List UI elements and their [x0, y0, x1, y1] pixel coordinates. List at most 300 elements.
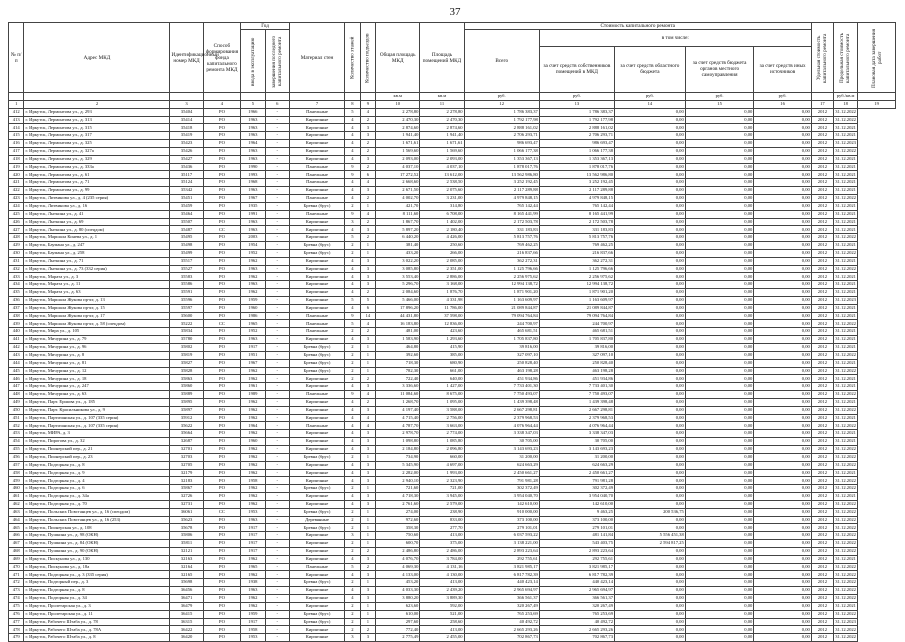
cell: 2 351,00: [420, 265, 464, 273]
cell: 3 143 693,23: [464, 445, 539, 453]
cell: г. Иркутск, Пушкина ул., д. 98 (ОКН): [24, 532, 170, 540]
cell: 2012: [811, 336, 833, 344]
table-row: [9, 132, 896, 140]
cell: 4 076 964,44: [464, 422, 539, 430]
cell: 0,00: [615, 336, 686, 344]
cell: 35780: [170, 336, 203, 344]
cell: 373 100,00: [539, 516, 614, 524]
cell: Бревна (брус): [289, 344, 344, 352]
cell: -: [265, 445, 289, 453]
cell: [858, 93, 896, 101]
cell: 31.12.2021: [833, 242, 857, 250]
cell: 258,60: [420, 618, 464, 626]
table-row: [9, 414, 896, 422]
table-row: [9, 618, 896, 626]
cell: Бревна (брус): [289, 618, 344, 626]
cell: РО: [203, 304, 241, 312]
cell: 2 256 975,62: [539, 273, 614, 281]
cell: 0,00: [685, 540, 754, 548]
cell: 0,00: [685, 445, 754, 453]
cell: 366 561,37: [539, 595, 614, 603]
cell: -: [265, 595, 289, 603]
cell: 2: [360, 375, 375, 383]
cell: [24, 93, 170, 101]
table-row: [9, 155, 896, 163]
cell: 1: [360, 516, 375, 524]
cell: 415,90: [420, 344, 464, 352]
cell: 6: [360, 171, 375, 179]
table-row: [9, 344, 896, 352]
cell: Панельные: [289, 210, 344, 218]
cell: 423,60: [420, 328, 464, 336]
cell: 31.12.2021: [833, 179, 857, 187]
cell: 477: [9, 618, 24, 626]
cell: г. Иркутск, Лыткина ул., д. 69: [24, 218, 170, 226]
cell: 1989: [241, 391, 265, 399]
cell: 32164: [170, 563, 203, 571]
table-row: [9, 430, 896, 438]
cell: 2: [345, 626, 360, 634]
cell: 3: [360, 281, 375, 289]
cell: 1962: [241, 500, 265, 508]
cell: 0,00: [615, 351, 686, 359]
cell: 2012: [811, 500, 833, 508]
cell: 2012: [811, 296, 833, 304]
table-row: [9, 383, 896, 391]
cell: 2: [345, 249, 360, 257]
cell: 0,00: [615, 249, 686, 257]
cell: 0,00: [615, 453, 686, 461]
table-row: [9, 328, 896, 336]
cell: 31.12.2022: [833, 351, 857, 359]
cell: 1: [360, 367, 375, 375]
cell: РО: [203, 532, 241, 540]
cell: 2 965 694,97: [539, 587, 614, 595]
cell: 469: [9, 555, 24, 563]
cell: 31.12.2022: [833, 320, 857, 328]
cell: 2 706 293,71: [464, 132, 539, 140]
cell: РО: [203, 445, 241, 453]
cell: Кирпичные: [289, 132, 344, 140]
cell: 438: [9, 312, 24, 320]
cell: 3 954 040,70: [539, 493, 614, 501]
cell: [289, 93, 344, 101]
cell: 1962: [241, 289, 265, 297]
cell: 9: [345, 171, 360, 179]
cell: 9: [345, 391, 360, 399]
cell: 2 278,80: [376, 108, 420, 116]
cell: -: [265, 179, 289, 187]
cell: 16 183,80: [376, 320, 420, 328]
cell: 35418: [170, 124, 203, 132]
cell: 1962: [241, 571, 265, 579]
cell: 445: [9, 367, 24, 375]
cell: 0,00: [615, 555, 686, 563]
cell: 610,00: [376, 610, 420, 618]
cell: [265, 93, 289, 101]
cell: 4: [360, 391, 375, 399]
cell: 3 663,00: [420, 422, 464, 430]
cell: 2012: [811, 493, 833, 501]
cell: 3: [360, 187, 375, 195]
cell: 0,00: [615, 202, 686, 210]
cell: 0,00: [685, 634, 754, 642]
cell: 0,00: [754, 540, 812, 548]
cell: 0,00: [754, 602, 812, 610]
cell: 1: [360, 351, 375, 359]
cell: 250 828,40: [464, 359, 539, 367]
cell: Бревна (брус): [289, 359, 344, 367]
cell: 424: [9, 202, 24, 210]
cell: 1: [360, 540, 375, 548]
cell: 1967: [241, 194, 265, 202]
cell: РО: [203, 587, 241, 595]
cell: РО: [203, 359, 241, 367]
cell: 0,00: [615, 179, 686, 187]
cell: 375,00: [420, 540, 464, 548]
cell: 31.12.2021: [833, 281, 857, 289]
cell: 35487: [170, 226, 203, 234]
cell: 3 168,00: [420, 281, 464, 289]
cell: 0,00: [754, 226, 812, 234]
cell: 31.12.2022: [833, 547, 857, 555]
cell: 0,00: [754, 414, 812, 422]
cell: 0,00: [615, 265, 686, 273]
cell: г. Иркутск, Подгорная ул., д. 6: [24, 485, 170, 493]
cell: г. Иркутск, Лермонтова ул., д. 317: [24, 132, 170, 140]
cell: 2 093,00: [420, 155, 464, 163]
cell: 244 700,97: [464, 320, 539, 328]
cell: РО: [203, 328, 241, 336]
cell: 1 402,00: [420, 218, 464, 226]
cell: 0,00: [615, 634, 686, 642]
cell: -: [265, 602, 289, 610]
cell: 413,00: [420, 579, 464, 587]
cell: 35499: [170, 249, 203, 257]
cell: 0,00: [754, 108, 812, 116]
cell: 1963: [241, 516, 265, 524]
cell: 7 733 401,30: [539, 383, 614, 391]
cell: 3: [360, 634, 375, 642]
cell: 0,00: [615, 602, 686, 610]
cell: 0,00: [754, 249, 812, 257]
cell: 1962: [241, 375, 265, 383]
cell: 465 681,51: [539, 328, 614, 336]
cell: Бревна (брус): [289, 610, 344, 618]
page-number: 37: [449, 6, 461, 18]
cell: 2012: [811, 579, 833, 587]
cell: 3: [360, 430, 375, 438]
header-total-area: Общая площадь МКД: [376, 23, 420, 93]
cell: 702 867,73: [464, 634, 539, 642]
cell: Кирпичные: [289, 116, 344, 124]
cell: 2012: [811, 351, 833, 359]
cell: 5 813 757,76: [464, 234, 539, 242]
cell: 10: [376, 100, 420, 108]
cell: 0,00: [615, 438, 686, 446]
cell: Бревна (брус): [289, 453, 344, 461]
cell: 32165: [170, 571, 203, 579]
cell: 3: [360, 226, 375, 234]
cell: 2 965 694,97: [464, 587, 539, 595]
cell: 2: [360, 218, 375, 226]
cell: 1966: [241, 108, 265, 116]
cell: 0,00: [685, 124, 754, 132]
cell: 1962: [241, 367, 265, 375]
cell: 6: [360, 304, 375, 312]
cell: 2: [360, 194, 375, 202]
cell: 833,00: [420, 516, 464, 524]
cell: 31.12.2021: [833, 469, 857, 477]
cell: 0,00: [685, 414, 754, 422]
cell: 2 470,30: [420, 116, 464, 124]
cell: 0,00: [685, 242, 754, 250]
table-row: [9, 242, 896, 250]
cell: 1935: [241, 202, 265, 210]
cell: -: [265, 289, 289, 297]
cell: Кирпичные: [289, 273, 344, 281]
cell: Кирпичные: [289, 540, 344, 548]
cell: 2012: [811, 477, 833, 485]
cell: 1959: [241, 610, 265, 618]
cell: г. Иркутск, Рабочего Штаба ул., д. 78: [24, 618, 170, 626]
cell: 441: [9, 336, 24, 344]
cell: 473: [9, 587, 24, 595]
cell: 2 084,60: [376, 289, 420, 297]
cell: 31.12.2022: [833, 634, 857, 642]
cell: -: [265, 532, 289, 540]
cell: 2012: [811, 328, 833, 336]
cell: 4 979 848,15: [464, 194, 539, 202]
header-wall-material: Материал стен: [289, 23, 344, 93]
cell: 0,00: [685, 383, 754, 391]
cell: 0,00: [754, 500, 812, 508]
cell: РО: [203, 147, 241, 155]
cell: 1952: [241, 328, 265, 336]
cell: 35597: [170, 304, 203, 312]
cell: 31.12.2021: [833, 328, 857, 336]
cell: 2 323,90: [420, 477, 464, 485]
cell: г. Иркутск, Лермонтова ул., д. 325: [24, 140, 170, 148]
cell: Бревна (брус): [289, 249, 344, 257]
table-row: [9, 320, 896, 328]
cell: 0,00: [685, 461, 754, 469]
cell: 35423: [170, 140, 203, 148]
cell: 0,00: [754, 398, 812, 406]
cell: 3: [360, 469, 375, 477]
cell: кв.м: [376, 93, 420, 101]
cell: 35698: [170, 579, 203, 587]
cell: 0,00: [615, 391, 686, 399]
cell: 2012: [811, 124, 833, 132]
cell: -: [265, 375, 289, 383]
cell: 1: [360, 524, 375, 532]
cell: 36479: [170, 602, 203, 610]
cell: 3: [360, 257, 375, 265]
cell: 2012: [811, 375, 833, 383]
cell: -: [265, 163, 289, 171]
cell: 331 183,83: [464, 226, 539, 234]
cell: 3 553,40: [376, 273, 420, 281]
cell: -: [265, 524, 289, 532]
cell: 31.12.2022: [833, 234, 857, 242]
cell: 4: [345, 179, 360, 187]
cell: 6 817 782,39: [464, 571, 539, 579]
cell: 35117: [170, 171, 203, 179]
table-row: [9, 587, 896, 595]
table-row: [9, 210, 896, 218]
cell: г. Иркутск, Рабочего Штаба ул., д. 8: [24, 634, 170, 642]
cell: 0,00: [685, 602, 754, 610]
table-row: [9, 626, 896, 634]
cell: 1: [360, 579, 375, 587]
cell: 2 282,00: [376, 469, 420, 477]
cell: 5 345,90: [376, 461, 420, 469]
cell: 385,00: [420, 351, 464, 359]
cell: руб./кв.м: [833, 93, 857, 101]
table-row: [9, 124, 896, 132]
header-max-cost: Предельная стоимость капитального ремонта: [833, 23, 857, 93]
cell: 4: [345, 265, 360, 273]
cell: 0,00: [754, 273, 812, 281]
cell: 31.12.2021: [833, 218, 857, 226]
cell: 238,90: [420, 508, 464, 516]
cell: 2: [345, 524, 360, 532]
cell: 4: [345, 469, 360, 477]
cell: 421: [9, 179, 24, 187]
cell: г. Иркутск, Марата ул., д. 3: [24, 273, 170, 281]
cell: 4: [345, 500, 360, 508]
cell: 1963: [241, 281, 265, 289]
cell: Кирпичные: [289, 595, 344, 603]
cell: 451 934,86: [464, 375, 539, 383]
cell: 79 094 764,84: [464, 312, 539, 320]
cell: 4: [345, 430, 360, 438]
cell: 0,00: [685, 257, 754, 265]
cell: г. Иркутск, Баумана ул., д. 258: [24, 249, 170, 257]
table-row: [9, 289, 896, 297]
cell: г. Иркутск, Лыткина ул., д. 71: [24, 257, 170, 265]
cell: 142 610,00: [464, 500, 539, 508]
cell: -: [265, 508, 289, 516]
cell: 1 871 901,20: [464, 289, 539, 297]
cell: 0,00: [685, 555, 754, 563]
table-row: [9, 540, 896, 548]
cell: 2 379 968,53: [464, 414, 539, 422]
cell: г. Иркутск, Подгорная ул., д. 9: [24, 469, 170, 477]
cell: 972,60: [376, 516, 420, 524]
cell: 31.12.2022: [833, 540, 857, 548]
cell: 460: [9, 485, 24, 493]
cell: 0,00: [685, 626, 754, 634]
cell: 1 569,60: [420, 147, 464, 155]
cell: 5 466,00: [376, 296, 420, 304]
cell: Кирпичные: [289, 634, 344, 642]
cell: 1 353 367,13: [539, 155, 614, 163]
cell: 1 867,70: [376, 218, 420, 226]
cell: 2 085,00: [420, 257, 464, 265]
cell: 1 095,00: [420, 398, 464, 406]
cell: г. Иркутск, Пионерский пер., д. 21: [24, 445, 170, 453]
cell: 31.12.2022: [833, 391, 857, 399]
cell: 36415: [170, 610, 203, 618]
cell: 1954: [241, 242, 265, 250]
cell: 0,00: [685, 500, 754, 508]
cell: г. Иркутск, Подгорная ул., д. 34: [24, 595, 170, 603]
cell: 2: [345, 618, 360, 626]
cell: Бревна (брус): [289, 524, 344, 532]
cell: 8 165 441,99: [539, 210, 614, 218]
cell: 0,00: [754, 202, 812, 210]
cell: 0,00: [685, 398, 754, 406]
cell: 1 125 796,66: [539, 265, 614, 273]
cell: РО: [203, 257, 241, 265]
cell: 0,00: [615, 108, 686, 116]
cell: -: [265, 547, 289, 555]
cell: 2 775,49: [376, 634, 420, 642]
cell: 31.12.2021: [833, 187, 857, 195]
cell: РО: [203, 485, 241, 493]
cell: 0,00: [754, 547, 812, 555]
cell: 1: [9, 100, 24, 108]
cell: г. Иркутск, Партизанская ул., д. 107 (335 серия): [24, 422, 170, 430]
cell: 32731: [170, 500, 203, 508]
cell: 31.12.2022: [833, 108, 857, 116]
cell: 9: [345, 312, 360, 320]
table-row: [9, 595, 896, 603]
cell: 3 954 040,70: [464, 493, 539, 501]
cell: 40 492,72: [464, 618, 539, 626]
cell: г. Иркутск, Мичурина ул., д. 96: [24, 344, 170, 352]
cell: 435: [9, 289, 24, 297]
cell: 4: [345, 155, 360, 163]
cell: 142 610,00: [539, 500, 614, 508]
cell: 0,00: [754, 391, 812, 399]
cell: 1959: [241, 296, 265, 304]
cell: 21 089 844,87: [539, 304, 614, 312]
cell: 2003: [241, 234, 265, 242]
cell: 2012: [811, 367, 833, 375]
cell: г. Иркутск, Литвинова ул., д. 16: [24, 202, 170, 210]
cell: 35863: [170, 375, 203, 383]
table-row: [9, 610, 896, 618]
cell: 2 579,00: [420, 500, 464, 508]
cell: 4: [345, 273, 360, 281]
cell: 481 141,84: [539, 532, 614, 540]
cell: 35827: [170, 359, 203, 367]
cell: РО: [203, 108, 241, 116]
cell: г. Иркутск, МИРА, д. 3: [24, 430, 170, 438]
cell: г. Иркутск, Лермонтова ул., д. 329: [24, 155, 170, 163]
table-row: [9, 422, 896, 430]
cell: 2012: [811, 187, 833, 195]
cell: 200 536,75: [615, 508, 686, 516]
cell: 39 816,00: [539, 344, 614, 352]
cell: 0,00: [685, 336, 754, 344]
cell: 31.12.2022: [833, 579, 857, 587]
cell: 35342: [170, 187, 203, 195]
cell: 0,00: [754, 453, 812, 461]
table-row: [9, 398, 896, 406]
cell: 0,00: [754, 163, 812, 171]
cell: 5: [345, 108, 360, 116]
cell: 2 667 298,81: [464, 406, 539, 414]
cell: РО: [203, 155, 241, 163]
cell: РО: [203, 124, 241, 132]
cell: РО: [203, 383, 241, 391]
cell: 2: [345, 516, 360, 524]
cell: 446: [9, 375, 24, 383]
